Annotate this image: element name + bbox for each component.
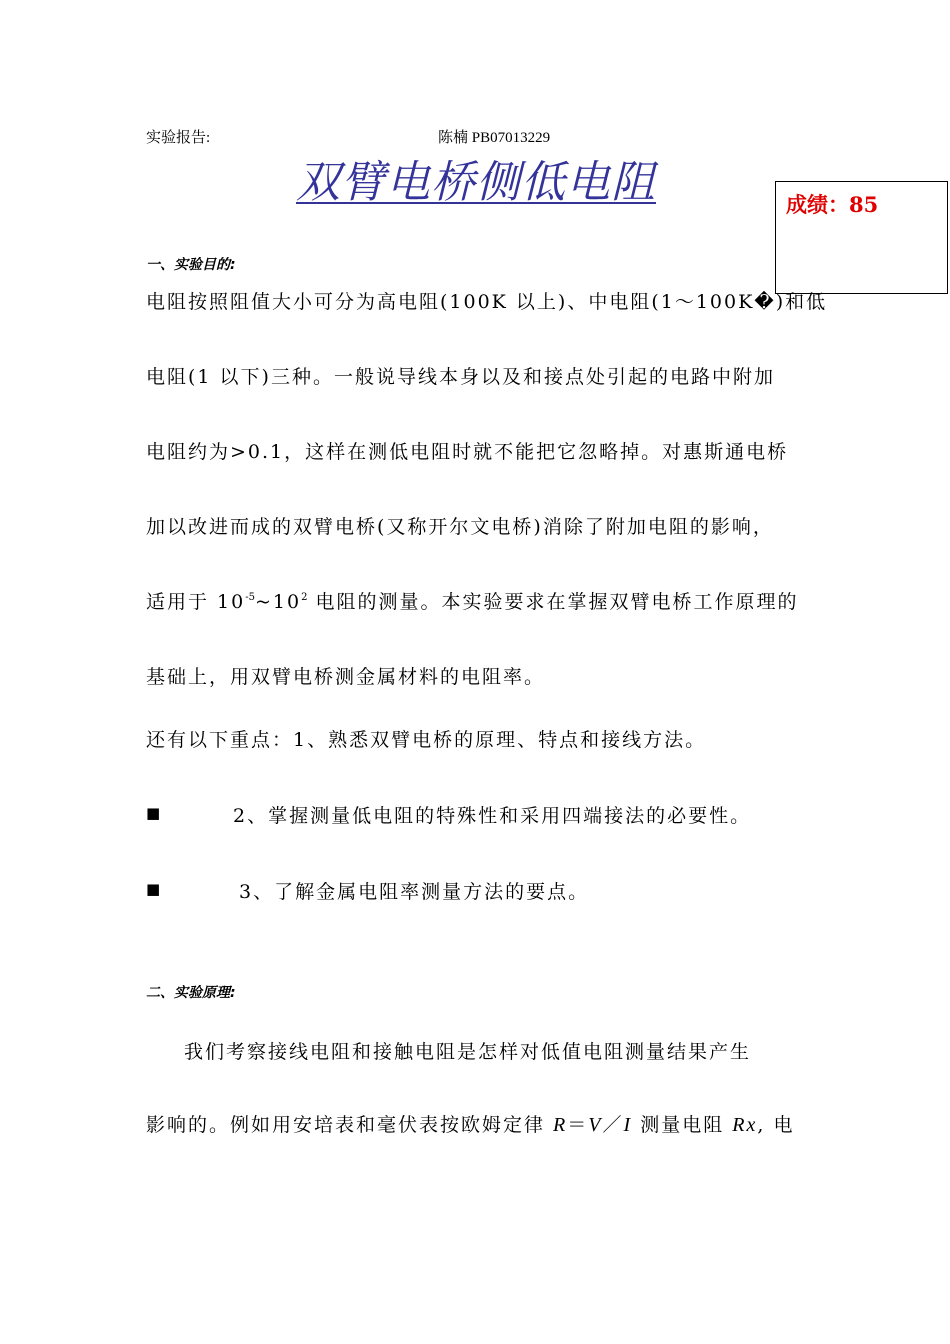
formula-slash: ／ <box>602 1114 624 1136</box>
text-run: , 电 <box>757 1114 795 1136</box>
page-title: 双臂电桥侧低电阻 <box>296 157 656 208</box>
paragraph-line: 基础上，用双臂电桥测金属材料的电阻率。 <box>146 666 546 688</box>
grade-box <box>775 181 948 294</box>
paragraph-line: 我们考察接线电阻和接触电阻是怎样对低值电阻测量结果产生 <box>184 1041 752 1063</box>
paragraph-line: 加以改进而成的双臂电桥(又称开尔文电桥)消除了附加电阻的影响， <box>146 516 774 538</box>
text-run: 适用于 10 <box>146 591 246 613</box>
section-heading-purpose: 一、实验目的: <box>146 257 236 273</box>
report-label: 实验报告: <box>146 130 211 146</box>
bullet-square-icon: ■ <box>146 804 161 822</box>
paragraph-line <box>146 1110 794 1137</box>
bullet-square-icon: ■ <box>146 880 161 898</box>
formula-i: I <box>623 1114 633 1136</box>
paragraph-line: 电阻约为>0.1，这样在测低电阻时就不能把它忽略掉。对惠斯通电桥 <box>146 441 789 463</box>
bullet-text: 3、了解金属电阻率测量方法的要点。 <box>239 881 590 903</box>
exponent: 2 <box>301 592 308 603</box>
paragraph-line: 电阻按照阻值大小可分为高电阻(100K 以上)、中电阻(1～100K�)和低 <box>146 291 828 313</box>
formula-equals: ＝ <box>567 1114 589 1136</box>
key-points-intro: 还有以下重点：1、熟悉双臂电桥的原理、特点和接线方法。 <box>146 729 707 751</box>
section-heading-principle: 二、实验原理: <box>146 985 236 1001</box>
grade-label: 成绩：85 <box>786 192 879 217</box>
text-run: 影响的。例如用安培表和毫伏表按欧姆定律 <box>146 1114 554 1136</box>
bullet-text: 2、掌握测量低电阻的特殊性和采用四端接法的必要性。 <box>233 805 752 827</box>
text-run: ~10 <box>254 591 302 613</box>
formula-v: V <box>588 1114 603 1136</box>
text-run: 测量电阻 <box>632 1114 733 1136</box>
author-line: 陈楠 PB07013229 <box>438 130 551 146</box>
exponent: -5 <box>245 592 255 603</box>
paragraph-line <box>146 587 799 614</box>
formula-rx: Rx <box>732 1114 758 1136</box>
text-run: 电阻的测量。本实验要求在掌握双臂电桥工作原理的 <box>307 591 799 613</box>
paragraph-line: 电阻(1 以下)三种。一般说导线本身以及和接点处引起的电路中附加 <box>146 366 775 388</box>
formula-r: R <box>553 1114 568 1136</box>
